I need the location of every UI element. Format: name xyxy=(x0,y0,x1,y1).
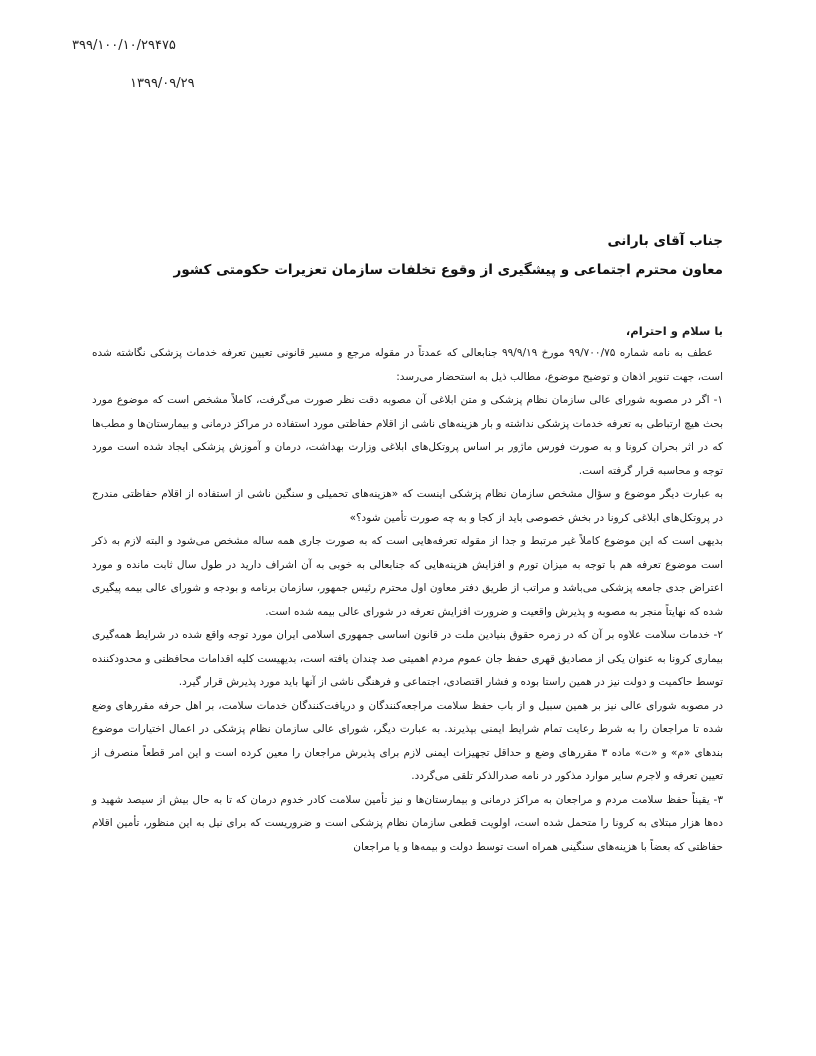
letter-number: ۳۹۹/۱۰۰/۱۰/۲۹۴۷۵ xyxy=(72,38,176,53)
letter-date: ۱۳۹۹/۰۹/۲۹ xyxy=(130,76,195,91)
body-paragraph: ۱- اگر در مصوبه شورای عالی سازمان نظام پزشکی و متن ابلاغی آن مصوبه دقت نظر صورت می‌گرفت، کاملاً مشخص است که موضوع مورد بحث هیچ ارتباطی به تعرفه خدمات پزشکی نداشته و بار هزینه‌های ناشی از اقلام حفاظتی مورد استفاده در مراکز درمانی و بیمارستان‌ها و مطب‌ها که در اثر بحران کرونا و به صورت فورس ماژور بر اساس پروتکل‌های ابلاغی وزارت بهداشت، درمان و آموزش پزشکی ایجاد شده است مورد توجه و محاسبه قرار گرفته است. xyxy=(92,394,723,477)
recipient-name: جناب آقای بارانی xyxy=(607,233,723,249)
body-paragraph: در مصوبه شورای عالی نیز بر همین سبیل و از باب حفظ سلامت مراجعه‌کنندگان و دریافت‌کنندگان خدمات سلامت، بر اهل حرفه مقررهای وضع شده تا مراجعان را به شرط رعایت تمام شرایط ایمنی بپذیرند. به عبارت دیگر، شورای عالی سازمان نظام پزشکی در اعمال اختیارات موضوع بندهای «م» و «ت» ماده ۳ مقررهای وضع و حداقل تجهیزات ایمنی لازم برای پذیرش مراجعان را معین کرده است و این امر قطعاً منصرف از تعیین تعرفه و لاجرم سایر موارد مذکور در نامه صدرالذکر تلقی می‌گردد. xyxy=(92,699,724,782)
body-paragraph: به عبارت دیگر موضوع و سؤال مشخص سازمان نظام پزشکی اینست که «هزینه‌های تحمیلی و سنگین ناشی از استفاده از اقلام حفاظتی مندرج در پروتکل‌های ابلاغی کرونا در بخش خصوصی باید از کجا و به چه صورت تأمین شود؟» xyxy=(92,488,723,524)
body-paragraph: ۳- یقیناً حفظ سلامت مردم و مراجعان به مراکز درمانی و بیمارستان‌ها و نیز تأمین سلامت کادر خدوم درمان که تا به حال بیش از سیصد شهید و ده‌ها هزار مبتلای به کرونا را متحمل شده است، اولویت قطعی سازمان نظام پزشکی است و ضروریست که برای نیل به این منظور، تأمین اقلام حفاظتی که بعضاً با هزینه‌های سنگینی همراه است توسط دولت و بیمه‌ها و یا مراجعان xyxy=(92,793,723,853)
body-paragraph: عطف به نامه شماره ۹۹/۷۰۰/۷۵ مورخ ۹۹/۹/۱۹ جنابعالی که عمدتاً در مقوله مرجع و مسیر قانونی تعیین تعرفه خدمات پزشکی نگاشته شده است، جهت تنویر اذهان و توضیح موضوع، مطالب ذیل به استحضار می‌رسد: xyxy=(92,347,723,383)
body-paragraph: بدیهی است که این موضوع کاملاً غیر مرتبط و جدا از مقوله تعرفه‌هایی است که به صورت جاری همه ساله مشخص می‌شود و البته لازم به ذکر است موضوع تعرفه هم با توجه به میزان تورم و افزایش هزینه‌هایی که جنابعالی به خوبی به آن اشراف دارید در طول سال ثابت مانده و مورد اعتراض جدی جامعه پزشکی می‌باشد و مراتب از طریق دفتر معاون اول محترم رئیس جمهور، سازمان برنامه و بودجه و شورای عالی بیمه پیگیری شده که نهایتاً منجر به مصوبه و پذیرش واقعیت و ضرورت افزایش تعرفه در شورای عالی بیمه شده است. xyxy=(92,535,723,618)
salutation: با سلام و احترام، xyxy=(625,324,723,338)
recipient-title: معاون محترم اجتماعی و پیشگیری از وقوع تخلفات سازمان تعزیرات حکومتی کشور xyxy=(173,262,723,278)
body-paragraph: ۲- خدمات سلامت علاوه بر آن که در زمره حقوق بنیادین ملت در قانون اساسی جمهوری اسلامی ایران مورد توجه واقع شده در شرایط همه‌گیری بیماری کرونا به عنوان یکی از مصادیق قهری حفظ جان عموم مردم اهمیتی صد چندان یافته است، بدیهیست کلیه اقدامات محافظتی و محدودکننده توسط حاکمیت و دولت نیز در همین راستا بوده و فشار اقتصادی، اجتماعی و فرهنگی ناشی از آنها باید مورد پذیرش قرار گیرد. xyxy=(92,629,723,688)
letter-body xyxy=(92,320,723,859)
